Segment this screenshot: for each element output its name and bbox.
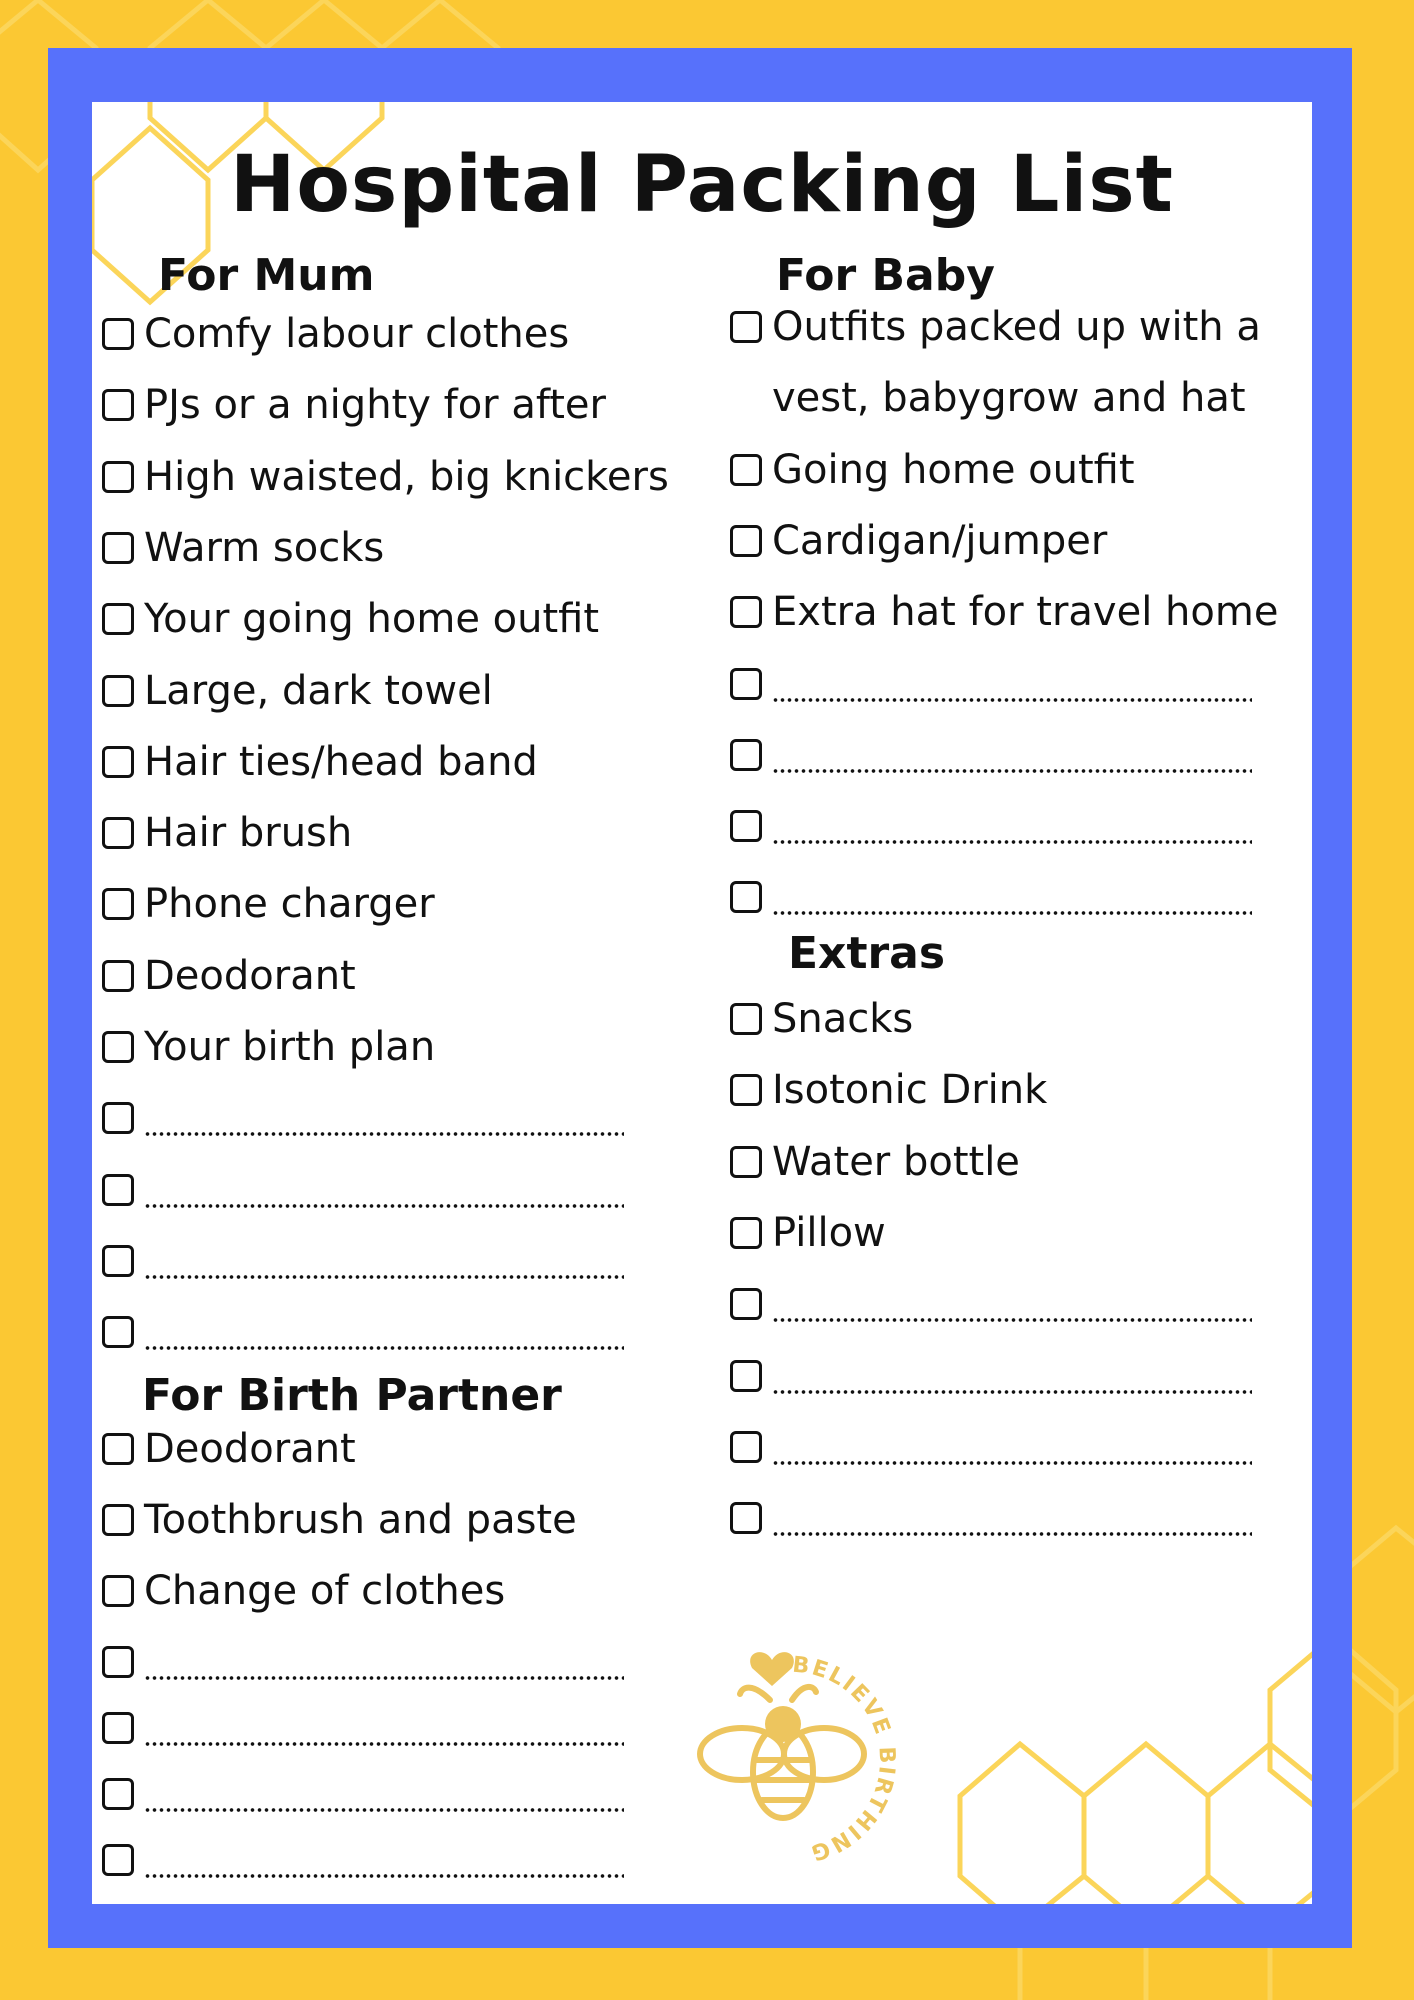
checkbox[interactable]: [102, 389, 134, 421]
baby-item[interactable]: [730, 443, 1135, 497]
blank-write-in-line[interactable]: [144, 1807, 624, 1813]
partner-blank-item[interactable]: [102, 1767, 624, 1821]
mum-item[interactable]: [102, 307, 569, 361]
extras-item[interactable]: [730, 1206, 886, 1260]
extras-item-label: Water bottle: [772, 1138, 1020, 1185]
mum-item[interactable]: [102, 877, 435, 931]
partner-blank-item[interactable]: [102, 1833, 624, 1887]
checkbox[interactable]: [102, 532, 134, 564]
partner-blank-item[interactable]: [102, 1701, 624, 1755]
checkbox[interactable]: [730, 1288, 762, 1320]
extras-item[interactable]: [730, 1063, 1047, 1117]
extras-item-label: Isotonic Drink: [772, 1067, 1048, 1114]
partner-item[interactable]: [102, 1564, 505, 1618]
baby-blank-item[interactable]: [730, 799, 1252, 853]
checkbox[interactable]: [102, 1031, 134, 1063]
checkbox[interactable]: [730, 668, 762, 700]
baby-blank-item[interactable]: [730, 870, 1252, 924]
mum-item[interactable]: [102, 378, 606, 432]
blank-write-in-line[interactable]: [772, 1531, 1252, 1537]
checkbox[interactable]: [102, 1646, 134, 1678]
partner-item[interactable]: [102, 1493, 577, 1547]
mum-blank-item[interactable]: [102, 1163, 624, 1217]
baby-item-label: Going home outfit: [772, 446, 1135, 493]
page-title: Hospital Packing List: [230, 140, 1174, 230]
mum-item-label: Deodorant: [144, 952, 356, 999]
mum-item-label: Comfy labour clothes: [144, 311, 570, 357]
checkbox[interactable]: [102, 1844, 134, 1876]
checkbox[interactable]: [102, 888, 134, 920]
mum-item[interactable]: [102, 1020, 435, 1074]
mum-item[interactable]: [102, 450, 669, 504]
mum-item[interactable]: [102, 949, 356, 1003]
mum-blank-item[interactable]: [102, 1305, 624, 1359]
mum-item-label: Your birth plan: [144, 1024, 436, 1070]
blank-write-in-line[interactable]: [772, 1389, 1252, 1395]
blank-write-in-line[interactable]: [144, 1203, 624, 1209]
heading-for-birth-partner: For Birth Partner: [142, 1370, 562, 1421]
blank-write-in-line[interactable]: [144, 1131, 624, 1137]
extras-item-label: Pillow: [772, 1209, 886, 1256]
checkbox[interactable]: [730, 1502, 762, 1534]
baby-item[interactable]: [730, 371, 1246, 425]
blank-write-in-line[interactable]: [144, 1741, 624, 1747]
extras-blank-item[interactable]: [730, 1277, 1252, 1331]
partner-item-label: Toothbrush and paste: [144, 1497, 577, 1543]
baby-item[interactable]: [730, 514, 1107, 568]
checkbox[interactable]: [730, 881, 762, 913]
mum-item-label: Hair brush: [144, 810, 353, 857]
baby-item-label: Extra hat for travel home: [772, 589, 1279, 636]
partner-item-label: Change of clothes: [144, 1568, 506, 1614]
blank-write-in-line[interactable]: [144, 1274, 624, 1280]
baby-item[interactable]: [730, 300, 1261, 354]
checkbox[interactable]: [102, 1504, 134, 1536]
checkbox[interactable]: [102, 1174, 134, 1206]
checkbox[interactable]: [102, 817, 134, 849]
mum-item[interactable]: [102, 592, 599, 646]
partner-item-label: Deodorant: [144, 1426, 356, 1472]
mum-item[interactable]: [102, 735, 538, 789]
blank-write-in-line[interactable]: [772, 768, 1252, 774]
checkbox[interactable]: [730, 1217, 762, 1249]
checkbox[interactable]: [730, 311, 762, 343]
partner-item[interactable]: [102, 1422, 356, 1476]
blank-write-in-line[interactable]: [772, 1317, 1252, 1323]
bee-with-heart-icon: [692, 1642, 912, 1872]
checkbox[interactable]: [730, 1003, 762, 1035]
checkbox[interactable]: [730, 1431, 762, 1463]
logo-text: BELIEVE BIRTHING: [791, 1652, 900, 1866]
checkbox[interactable]: [730, 1074, 762, 1106]
heading-extras: Extras: [788, 928, 946, 979]
baby-item-label: Cardigan/jumper: [772, 517, 1108, 564]
checkbox[interactable]: [102, 1102, 134, 1134]
blank-write-in-line[interactable]: [772, 697, 1252, 703]
extras-blank-item[interactable]: [730, 1491, 1252, 1545]
extras-item[interactable]: [730, 1135, 1020, 1189]
checkbox[interactable]: [102, 603, 134, 635]
heading-for-mum: For Mum: [158, 250, 375, 301]
extras-item[interactable]: [730, 992, 913, 1046]
extras-item-label: Snacks: [772, 996, 914, 1042]
checkbox[interactable]: [102, 960, 134, 992]
blank-write-in-line[interactable]: [144, 1345, 624, 1351]
mum-item-label: Phone charger: [144, 881, 435, 928]
baby-item-label: vest, babygrow and hat: [772, 375, 1246, 422]
mum-item-label: Large, dark towel: [144, 667, 493, 714]
checkbox[interactable]: [102, 1778, 134, 1810]
mum-item-label: Hair ties/head band: [144, 738, 538, 785]
checkbox[interactable]: [102, 461, 134, 493]
checkbox[interactable]: [102, 1316, 134, 1348]
checkbox[interactable]: [730, 1360, 762, 1392]
baby-item-label: Outfits packed up with a: [772, 304, 1261, 350]
mum-item-label: PJs or a nighty for after: [144, 382, 606, 429]
blank-write-in-line[interactable]: [144, 1675, 624, 1681]
mum-item[interactable]: [102, 806, 352, 860]
checkbox[interactable]: [102, 318, 134, 350]
checkbox[interactable]: [102, 675, 134, 707]
baby-item[interactable]: [730, 585, 1278, 639]
checkbox[interactable]: [730, 525, 762, 557]
mum-item-label: High waisted, big knickers: [144, 453, 669, 500]
checkbox[interactable]: [102, 1245, 134, 1277]
mum-item[interactable]: [102, 521, 384, 575]
baby-blank-item[interactable]: [730, 728, 1252, 782]
checkbox[interactable]: [730, 1146, 762, 1178]
blank-write-in-line[interactable]: [772, 839, 1252, 845]
blank-write-in-line[interactable]: [772, 1460, 1252, 1466]
checkbox[interactable]: [730, 739, 762, 771]
extras-blank-item[interactable]: [730, 1349, 1252, 1403]
partner-blank-item[interactable]: [102, 1635, 624, 1689]
checkbox[interactable]: [102, 746, 134, 778]
mum-item-label: Warm socks: [144, 524, 385, 571]
heading-for-baby: For Baby: [776, 250, 995, 301]
blank-write-in-line[interactable]: [772, 910, 1252, 916]
mum-blank-item[interactable]: [102, 1091, 624, 1145]
checkbox[interactable]: [102, 1433, 134, 1465]
checkbox[interactable]: [102, 1712, 134, 1744]
mum-item-label: Your going home outfit: [144, 596, 600, 643]
checkbox[interactable]: [102, 1575, 134, 1607]
checkbox[interactable]: [730, 810, 762, 842]
mum-blank-item[interactable]: [102, 1234, 624, 1288]
extras-blank-item[interactable]: [730, 1420, 1252, 1474]
checkbox[interactable]: [730, 596, 762, 628]
blank-write-in-line[interactable]: [144, 1873, 624, 1879]
packing-list-card: [92, 102, 1312, 1904]
baby-blank-item[interactable]: [730, 657, 1252, 711]
mum-item[interactable]: [102, 664, 493, 718]
checkbox[interactable]: [730, 454, 762, 486]
